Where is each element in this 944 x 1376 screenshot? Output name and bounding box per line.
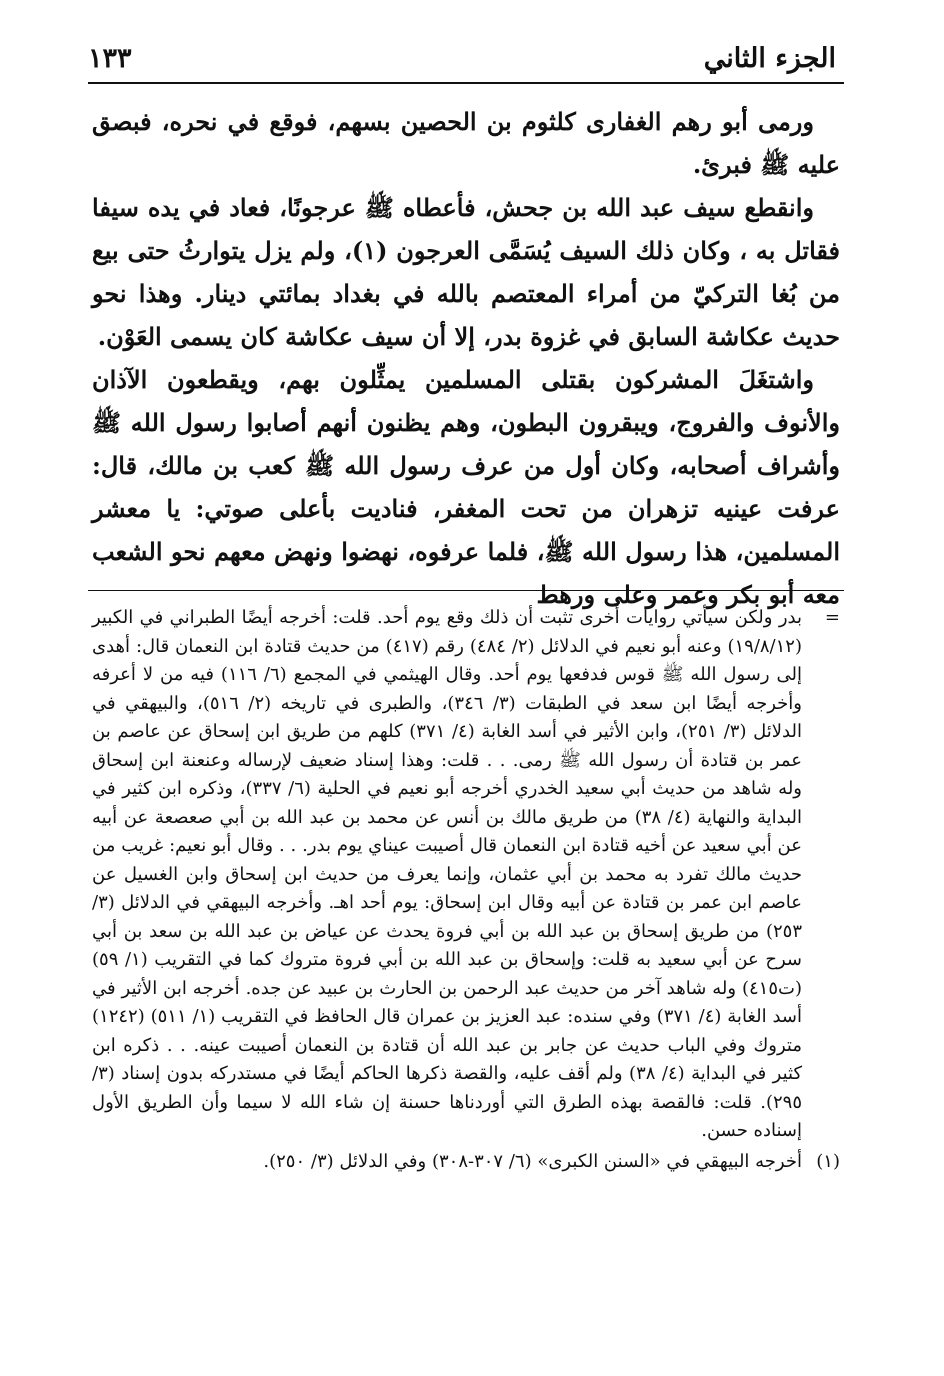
footnote-mark: (١) — [816, 1150, 840, 1172]
footnote-mark: = — [824, 607, 840, 628]
header-rule — [88, 82, 844, 84]
running-title: الجزء الثاني — [703, 43, 836, 74]
page-header — [88, 30, 836, 74]
page-number: ١٣٣ — [88, 43, 132, 74]
footnote-continued — [92, 604, 840, 1146]
paragraph: وانقطع سيف عبد الله بن جحش، فأعطاه ﷺ عرجونًا، فعاد في يده سيفا فقاتل به ، وكان ذلك السيف يُسَمَّى العرجون (١)، ولم يزل يتوارثُ حتى بيع من بُغا التركيّ من أمراء المعتصم بالله في بغداد بمائتي دينار. وهذا نحو حديث عكاشة السابق في غزوة بدر، إلا أن سيف عكاشة كان يسمى العَوْن. — [92, 193, 840, 351]
paragraph: ورمى أبو رهم الغفارى كلثوم بن الحصين بسهم، فوقع في نحره، فبصق عليه ﷺ فبرئ. — [92, 107, 840, 179]
footnote-1 — [92, 1148, 840, 1177]
footnotes — [92, 604, 840, 1176]
main-text — [92, 100, 840, 616]
footnote-separator — [88, 590, 844, 591]
footnote-text: بدر ولكن سيأتي روايات أخرى تثبت أن ذلك وقع يوم أحد. قلت: أخرجه أيضًا الطبراني في الكبير (١٩/٨/١٢) وعنه أبو نعيم في الدلائل (٢/ ٤٨٤) رقم (٤١٧) من حديث قتادة ابن النعمان قال: أهدى إلى رسول الله ﷺ قوس فدفعها يوم أحد. وقال الهيثمي في المجمع (٦/ ١١٦) فيه من لا أعرفه وأخرجه أيضًا ابن سعد في الطبقات (٣/ ٣٤٦)، والطبرى في تاريخه (٢/ ٥١٦)، والبيهقي في الدلائل (٣/ ٢٥١)، وابن الأثير في أسد الغابة (٤/ ٣٧١) كلهم من طريق ابن إسحاق عن عاصم بن عمر بن قتادة أن رسول الله ﷺ رمى. . . قلت: وهذا إسناد ضعيف لإرساله وعنعنة ابن إسحاق وله شاهد من حديث أبي سعيد الخدري أخرجه أبو نعيم في الحلية (٦/ ٣٣٧)، وذكره ابن كثير في البداية والنهاية (٤/ ٣٨) من طريق مالك بن أنس عن محمد بن عبد الله بن أبي صعصعة عن أبيه عن أبي سعيد عن أخيه قتادة ابن النعمان قال أصيبت عيناي يوم بدر. . . وقال أبو نعيم: غريب من حديث مالك تفرد به محمد بن أبي عثمان، وإنما يعرف من حديث ابن إسحاق وابن الغسيل عن عاصم ابن عمر بن قتادة عن أبيه وقال ابن إسحاق: يوم أحد اهـ. وأخرجه البيهقي في الدلائل (٣/ ٢٥٣) من طريق إسحاق بن عبد الله بن أبي فروة يحدث عن عياض بن عبد الله بن سعد بن أبي سرح عن أبي سعيد به قلت: وإسحاق بن عبد الله بن أبي فروة متروك كما في التقريب (١/ ٥٩) (ت٤١٥) وله شاهد آخر من حديث عبد الرحمن بن الحارث بن عبيد عن جده. أخرجه ابن الأثير في أسد الغابة (٤/ ٣٧١) وفي سنده: عبد العزيز بن عمران قال الحافظ في التقريب (١/ ٥١١) (١٢٤٢) متروك وفي الباب حديث عن جابر بن عبد الله أن قتادة بن النعمان أصيبت عينه. . . ذكره ابن كثير في البداية (٤/ ٣٨) ولم أقف عليه، والقصة ذكرها الحاكم أيضًا في مستدركه بدون إسناد (٣/ ٢٩٥). قلت: فالقصة بهذه الطرق التي أوردناها حسنة إن شاء الله لا سيما وأن الطريق الأول إسناده حسن. — [92, 607, 803, 1141]
footnote-text: أخرجه البيهقي في «السنن الكبرى» (٦/ ٣٠٧-٣٠٨) وفي الدلائل (٣/ ٢٥٠). — [263, 1150, 802, 1172]
paragraph: واشتغَلَ المشركون بقتلى المسلمين يمثِّلون بهم، ويقطعون الآذان والأنوف والفروج، ويبقرون البطون، وهم يظنون أنهم أصابوا رسول الله ﷺ وأشراف أصحابه، وكان أول من عرف رسول الله ﷺ كعب بن مالك، قال: عرفت عينيه تزهران من تحت المغفر، فناديت بأعلى صوتي: يا معشر المسلمين، هذا رسول الله ﷺ، فلما عرفوه، نهضوا ونهض معهم نحو الشعب معه أبو بكر وعمر وعلى ورهط — [92, 365, 841, 609]
